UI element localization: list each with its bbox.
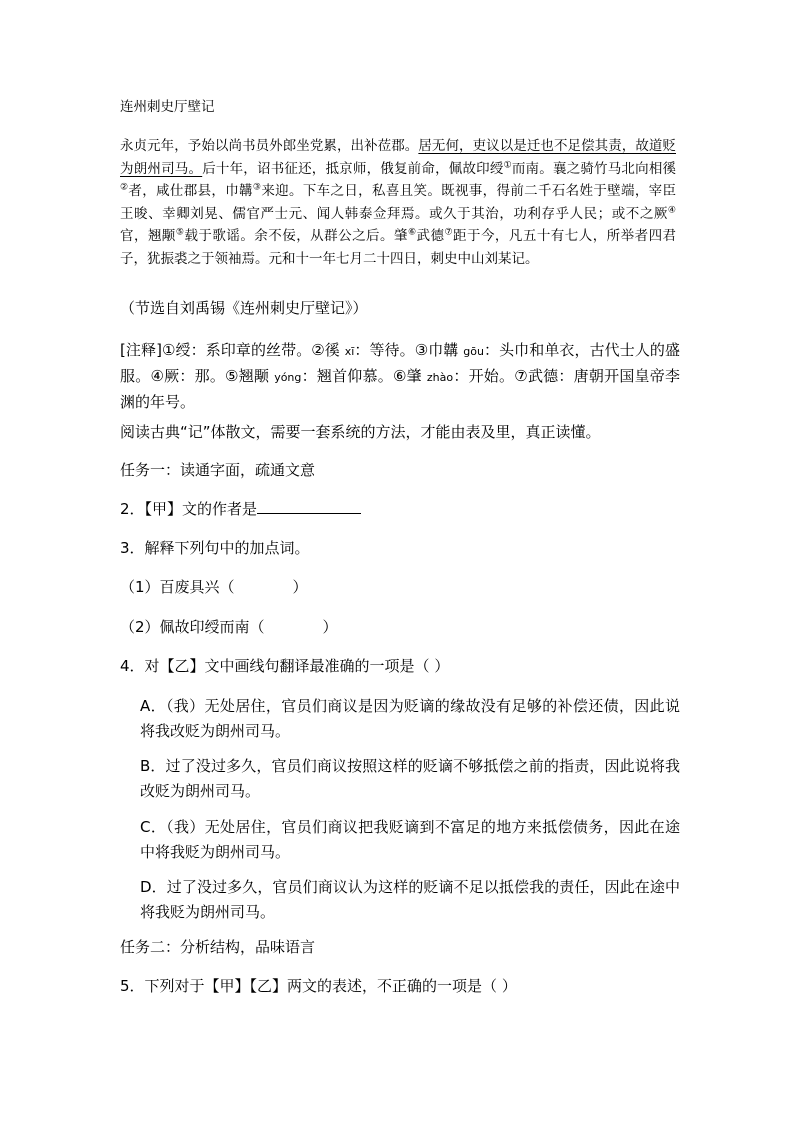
note-marker: ④ <box>667 205 676 215</box>
source-citation: （节选自刘禹锡《连州刺史厅壁记》） <box>120 299 368 317</box>
question-3-item-1 <box>120 575 680 600</box>
note-marker: ③ <box>252 182 262 193</box>
passage-part: 官，翘颙 <box>120 228 176 244</box>
question-3-item-2 <box>120 615 680 640</box>
question-4: 4．对【乙】文中画线句翻译最准确的一项是（ ） <box>120 657 450 675</box>
question-5: 5．下列对于【甲】【乙】两文的表述，不正确的一项是（ ） <box>120 977 517 995</box>
note-marker: ② <box>120 182 129 193</box>
passage-part: 者，咸仕郡县，巾韝 <box>128 183 253 199</box>
item-text: ） <box>322 618 338 636</box>
passage-text <box>120 135 676 270</box>
note-marker: ① <box>503 160 512 170</box>
note-text: ：等待。③巾韝 <box>354 341 464 359</box>
item-text: ） <box>292 578 308 596</box>
pinyin: yóng <box>274 371 302 384</box>
question-2-text: 2．【甲】文的作者是 <box>120 500 258 518</box>
option-a[interactable]: A．（我）无处居住，官员们商议是因为贬谪的缘故没有足够的补偿还债，因此说将我改贬为朗州司马。 <box>140 697 680 740</box>
note-text: ：开始。⑦武德：唐朝开国皇帝李渊的年号。 <box>120 367 681 411</box>
pinyin: zhào <box>426 371 454 384</box>
annotation-notes <box>120 338 680 415</box>
question-3: 3．解释下列句中的加点词。 <box>120 539 310 557</box>
note-marker: ⑤ <box>175 227 185 238</box>
option-d[interactable]: D．过了没过多久，官员们商议认为这样的贬谪不足以抵偿我的责任，因此在途中将我贬为朗州司马。 <box>140 878 680 921</box>
answer-blank[interactable] <box>257 497 361 514</box>
item-text: （1）百废具兴（ <box>120 578 235 596</box>
passage-part: 后十年，诏书征还，抵京师，俄复前命，佩故印绶 <box>202 160 504 177</box>
task-two-heading: 任务二：分析结构，品味语言 <box>120 938 316 956</box>
passage-part: 永贞元年，予始以尚书员外郎坐党累，出补莅郡。 <box>120 138 419 154</box>
option-c[interactable]: C．（我）无处居住，官员们商议把我贬谪到不富足的地方来抵偿债务，因此在途中将我贬为朗州司马。 <box>140 818 680 861</box>
pinyin: gōu <box>463 345 484 358</box>
pinyin: xī <box>344 345 355 358</box>
question-2 <box>120 497 680 522</box>
note-marker: ⑥ <box>407 227 417 238</box>
passage-part: 载于歌谣。余不佞，从群公之后。肇 <box>184 228 408 244</box>
item-text: （2）佩故印绶而南（ <box>120 618 265 636</box>
note-marker: ⑦ <box>444 227 453 238</box>
note-text: [注释]①绶：系印章的丝带。②徯 <box>120 341 345 359</box>
option-b[interactable]: B．过了没过多久，官员们商议按照这样的贬谪不够抵偿之前的指责，因此说将我改贬为朗州司马。 <box>140 757 680 800</box>
passage-part: 距于今，凡五十有七人，所举者四君子，犹振裘之于领袖焉。元和十一年七月二十四日，刺史中山刘某记。 <box>120 228 677 267</box>
note-text: ：翘首仰慕。⑥肇 <box>301 367 427 385</box>
note-text: ：头巾和单衣，古代士人的盛服。④厥：那。⑤翘颙 <box>120 341 680 385</box>
passage-part: 武德 <box>416 228 445 244</box>
task-one-heading: 任务一：读通字面，疏通文意 <box>120 461 316 479</box>
passage-part: 来迎。下车之日，私喜且笑。既视事，得前二千石名姓于壁端，宰臣王晙、幸卿刘晃、儒官严士元、闻人韩泰佥拜焉。或久于其治，功利存乎人民；或不之厥 <box>120 183 677 222</box>
intro-text: 阅读古典“记”体散文，需要一套系统的方法，才能由表及里，真正读懂。 <box>120 423 601 441</box>
passage-part: 而南。襄之骑竹马北向相徯 <box>511 160 677 177</box>
underlined-sentence: 居无何，吏议以是迁也不足偿其责，故道贬为朗州司马。 <box>120 138 676 177</box>
passage-title: 连州刺史厅壁记 <box>120 99 215 115</box>
